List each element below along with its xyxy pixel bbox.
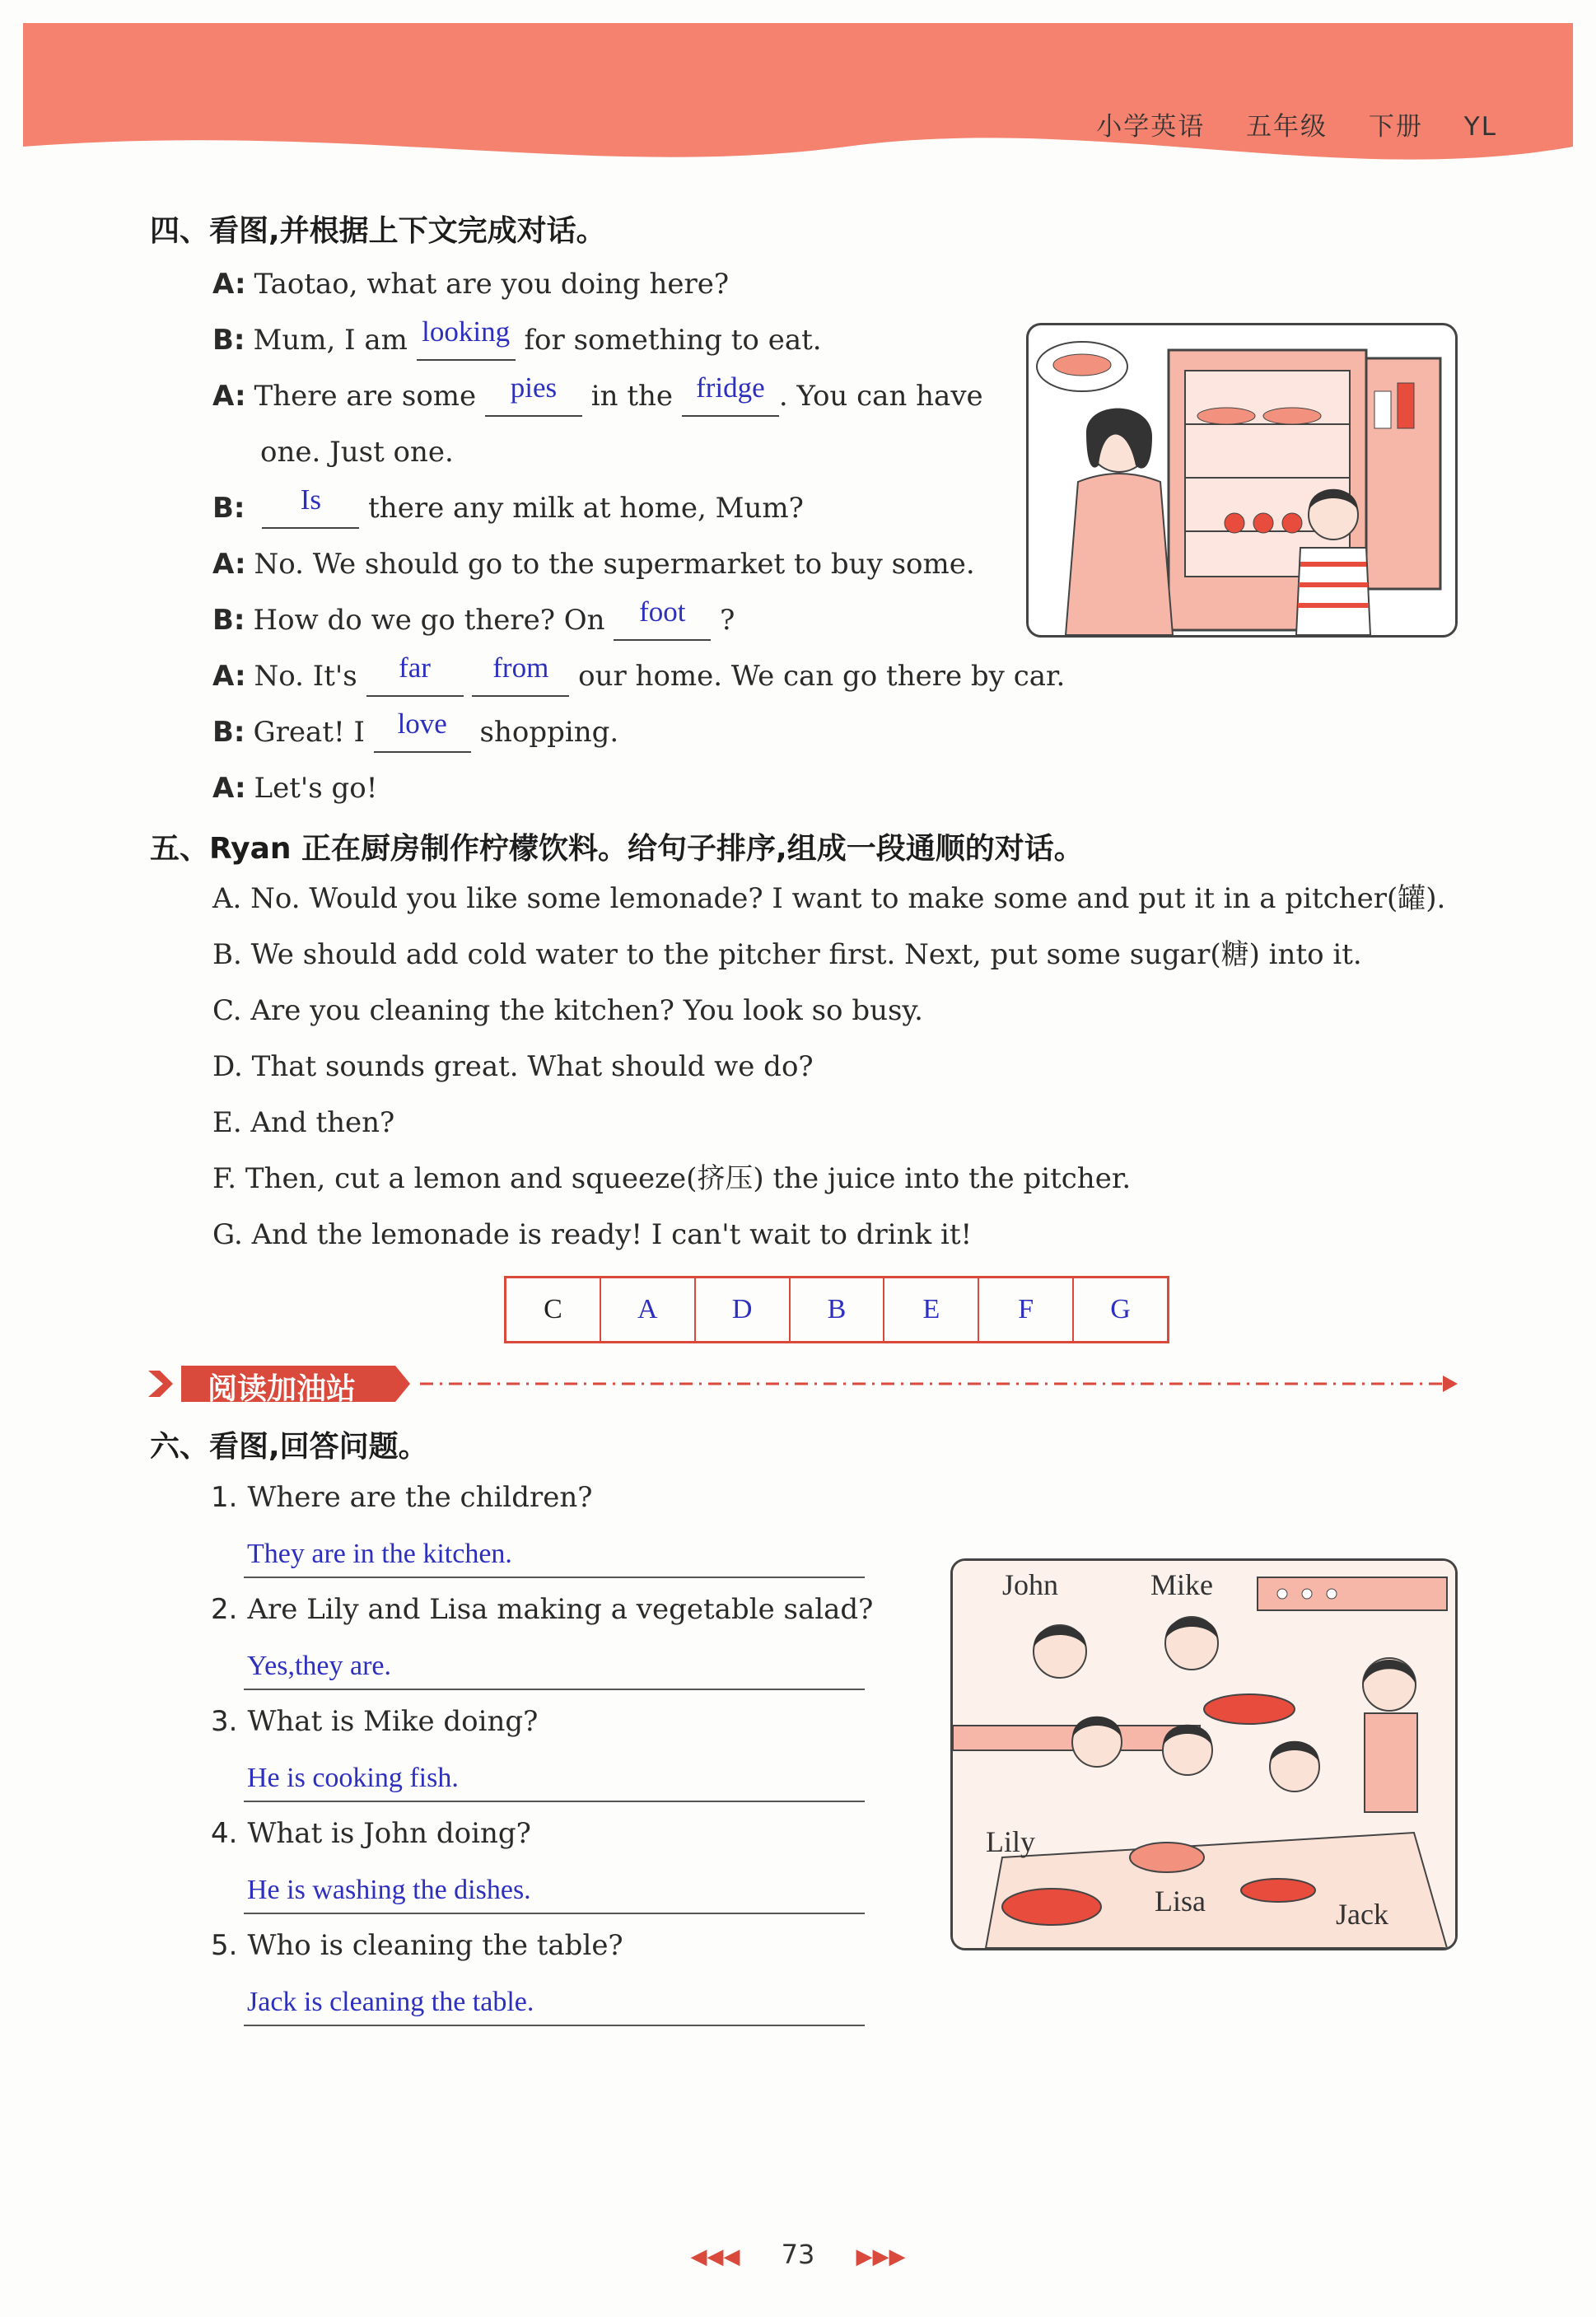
dialog-line: A: Taotao, what are you doing here? — [212, 268, 730, 301]
reading-bar-label: 阅读加油站 — [208, 1372, 357, 1406]
sentence-item: A. No. Would you like some lemonade? I want to make some and put it in a pitcher(罐). — [212, 882, 1446, 915]
fridge-scene-image — [1029, 325, 1455, 635]
question-line: 1. Where are the children? — [211, 1481, 593, 1514]
section4-title: 四、看图,并根据上下文完成对话。 — [150, 214, 606, 248]
answer-blank[interactable]: fridge — [682, 382, 779, 417]
sentence-item: D. That sounds great. What should we do? — [212, 1050, 814, 1083]
dialog-line: A: No. It's far from our home. We can go there by car. — [212, 656, 1065, 697]
answer-line[interactable]: He is cooking fish. — [244, 1761, 865, 1802]
answer-line[interactable]: Jack is cleaning the table. — [244, 1985, 865, 2026]
label-mike: Mike — [1150, 1568, 1213, 1601]
sentence-item: B. We should add cold water to the pitcher first. Next, put some sugar(糖) into it. — [212, 938, 1362, 971]
answer-blank[interactable]: pies — [485, 382, 582, 417]
reading-section-bar — [148, 1361, 1466, 1407]
header-grade: 五年级 — [1246, 112, 1328, 142]
label-lisa: Lisa — [1155, 1885, 1206, 1918]
order-cell[interactable]: E — [884, 1278, 979, 1341]
question-line: 3. What is Mike doing? — [211, 1705, 539, 1738]
dialog-line: B: Is there any milk at home, Mum? — [212, 488, 804, 529]
answer-line[interactable]: They are in the kitchen. — [244, 1537, 865, 1578]
header-volume: 下册 — [1368, 112, 1423, 142]
order-cell[interactable]: D — [696, 1278, 791, 1341]
sentence-item: G. And the lemonade is ready! I can't wait to drink it! — [212, 1218, 973, 1251]
sentence-item: F. Then, cut a lemon and squeeze(挤压) the juice into the pitcher. — [212, 1162, 1132, 1195]
question-line: 2. Are Lily and Lisa making a vegetable salad? — [211, 1593, 874, 1626]
dialog-line: B: How do we go there? On foot ? — [212, 600, 735, 641]
section6-title: 六、看图,回答问题。 — [150, 1430, 428, 1464]
dialog-line: A: Let's go! — [212, 772, 378, 805]
section5-title: 五、Ryan 正在厨房制作柠檬饮料。给句子排序,组成一段通顺的对话。 — [150, 832, 1084, 866]
header-subject: 小学英语 — [1096, 112, 1206, 142]
page-number: 73 — [781, 2239, 815, 2270]
label-john: John — [1002, 1568, 1059, 1601]
order-cell[interactable]: G — [1110, 1294, 1131, 1324]
page-footer — [0, 2239, 1596, 2270]
header-edition: YL — [1463, 112, 1497, 142]
answer-blank[interactable]: love — [374, 718, 471, 753]
answer-blank[interactable]: from — [472, 662, 569, 697]
label-lily: Lily — [986, 1825, 1035, 1858]
header-info — [1065, 105, 1497, 142]
dialog-line: B: Great! I love shopping. — [212, 712, 618, 753]
prev-arrows-icon: ◀◀◀ — [690, 2245, 740, 2269]
answer-line[interactable]: He is washing the dishes. — [244, 1873, 865, 1914]
dialog-line: A: There are some pies in the fridge . You can have — [212, 376, 983, 417]
order-cell[interactable]: B — [791, 1278, 885, 1341]
answer-blank[interactable]: looking — [417, 326, 516, 361]
order-cell[interactable]: C — [506, 1278, 601, 1341]
answer-blank[interactable]: far — [366, 662, 464, 697]
label-jack: Jack — [1336, 1898, 1388, 1931]
fridge-illustration — [1026, 323, 1458, 638]
answer-blank[interactable]: foot — [614, 606, 711, 641]
sentence-item: C. Are you cleaning the kitchen? You look so busy. — [212, 994, 923, 1027]
order-cell[interactable]: A — [601, 1278, 696, 1341]
order-cell[interactable]: F — [979, 1278, 1074, 1341]
dialog-line: one. Just one. — [260, 436, 454, 469]
next-arrows-icon: ▶▶▶ — [856, 2245, 906, 2269]
question-line: 4. What is John doing? — [211, 1817, 531, 1850]
sentence-item: E. And then? — [212, 1106, 395, 1139]
answer-line[interactable]: Yes,they are. — [244, 1649, 865, 1690]
kitchen-illustration — [950, 1558, 1458, 1950]
order-answer-box — [504, 1276, 1169, 1343]
dialog-line: A: No. We should go to the supermarket to buy some. — [212, 548, 975, 581]
question-line: 5. Who is cleaning the table? — [211, 1929, 623, 1962]
dialog-line: B: Mum, I am looking for something to eat. — [212, 320, 822, 361]
answer-blank[interactable]: Is — [262, 494, 359, 529]
